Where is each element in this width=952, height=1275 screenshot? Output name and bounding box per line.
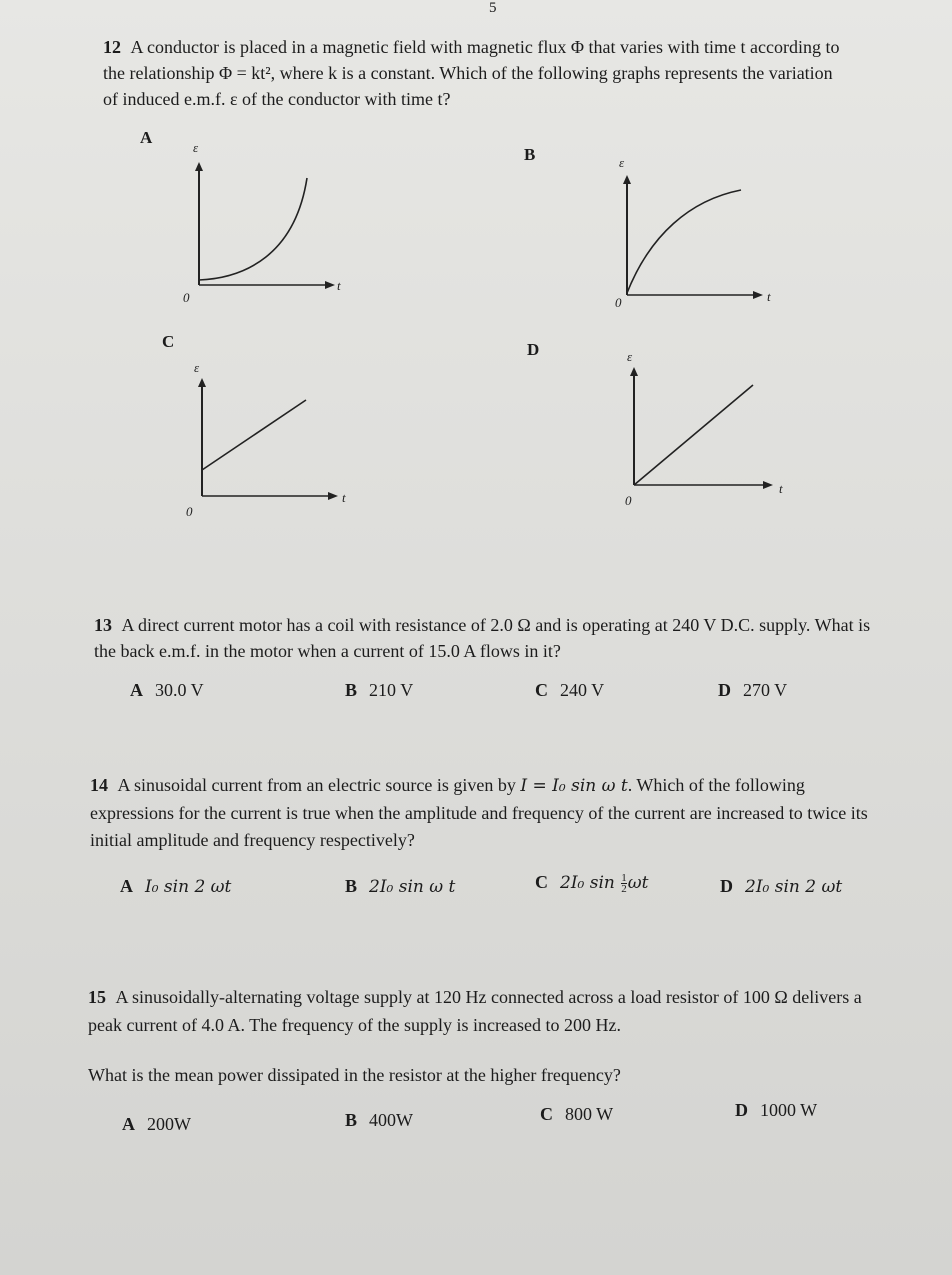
option-c[interactable]: C 2I₀ sin $\frac{1}{2}$ ωt <box>535 872 649 896</box>
question-formula: I = I₀ sin ω t <box>520 776 628 796</box>
question-13 <box>94 612 874 664</box>
question-text: A sinusoidally-alternating voltage supply at 120 Hz connected across a load resistor of 100 Ω delivers a peak current of 4.0 A. The frequency of the supply is increased to 200 Hz. <box>88 987 862 1035</box>
x-axis-label: t <box>767 289 771 304</box>
origin-label: 0 <box>625 493 632 508</box>
question-text-before: A sinusoidal current from an electric source is given by <box>117 775 516 795</box>
question-number: 15 <box>88 987 106 1007</box>
option-d[interactable]: D 1000 W <box>735 1100 818 1120</box>
option-a[interactable]: A I₀ sin 2 ωt <box>120 876 232 897</box>
option-b[interactable]: B 400W <box>345 1110 414 1130</box>
question-15 <box>88 983 888 1039</box>
graph-d <box>615 345 795 515</box>
question-12 <box>103 34 848 112</box>
question-text-after: . Which of the following expressions for the current is true when the amplitude and frequency of the current are increased to twice its initial amplitude and frequency respectively? <box>90 775 868 850</box>
option-label-c: C <box>162 332 175 351</box>
origin-label: 0 <box>186 504 193 519</box>
option-b[interactable]: B 210 V <box>345 680 414 700</box>
option-d[interactable]: D 2I₀ sin 2 ωt <box>720 876 843 897</box>
option-c[interactable]: C 800 W <box>540 1104 614 1124</box>
option-b[interactable]: B 2I₀ sin ω t <box>345 876 456 897</box>
y-axis-label: ε <box>627 349 633 364</box>
question-text: A conductor is placed in a magnetic field with magnetic flux Φ that varies with time t according to the relationship Φ = kt², where k is a constant. Which of the following graphs represents the variation of induced e.m.f. ε of the conductor with time t? <box>103 37 840 109</box>
option-a[interactable]: A 30.0 V <box>130 680 204 700</box>
graph-c <box>180 358 355 528</box>
option-d[interactable]: D 270 V <box>718 680 788 700</box>
origin-label: 0 <box>615 295 622 310</box>
question-14 <box>90 772 875 854</box>
x-axis-label: t <box>342 490 346 505</box>
option-c[interactable]: C 240 V <box>535 680 605 700</box>
question-text: A direct current motor has a coil with resistance of 2.0 Ω and is operating at 240 V D.C. supply. What is the back e.m.f. in the motor when a current of 15.0 A flows in it? <box>94 615 871 661</box>
option-label-d: D <box>527 340 540 359</box>
option-label-a: A <box>140 128 153 147</box>
origin-label: 0 <box>183 290 190 305</box>
fraction-half: $\frac{1}{2}$ <box>621 872 627 896</box>
x-axis-label: t <box>337 278 341 293</box>
question-number: 14 <box>90 775 108 795</box>
y-axis-label: ε <box>194 360 200 375</box>
curve-a <box>199 178 307 280</box>
graph-a <box>175 140 345 310</box>
question-number: 12 <box>103 37 121 57</box>
y-axis-label: ε <box>619 155 625 170</box>
line-d <box>634 385 753 485</box>
option-label-b: B <box>524 145 536 164</box>
page-number: 5 <box>489 0 497 16</box>
x-axis-label: t <box>779 481 783 496</box>
line-c <box>202 400 306 470</box>
question-15-prompt: What is the mean power dissipated in the resistor at the higher frequency? <box>88 1065 621 1085</box>
graph-b <box>605 155 785 325</box>
question-number: 13 <box>94 615 112 635</box>
curve-b <box>627 190 741 293</box>
option-a[interactable]: A 200W <box>122 1114 191 1134</box>
y-axis-label: ε <box>193 140 199 155</box>
